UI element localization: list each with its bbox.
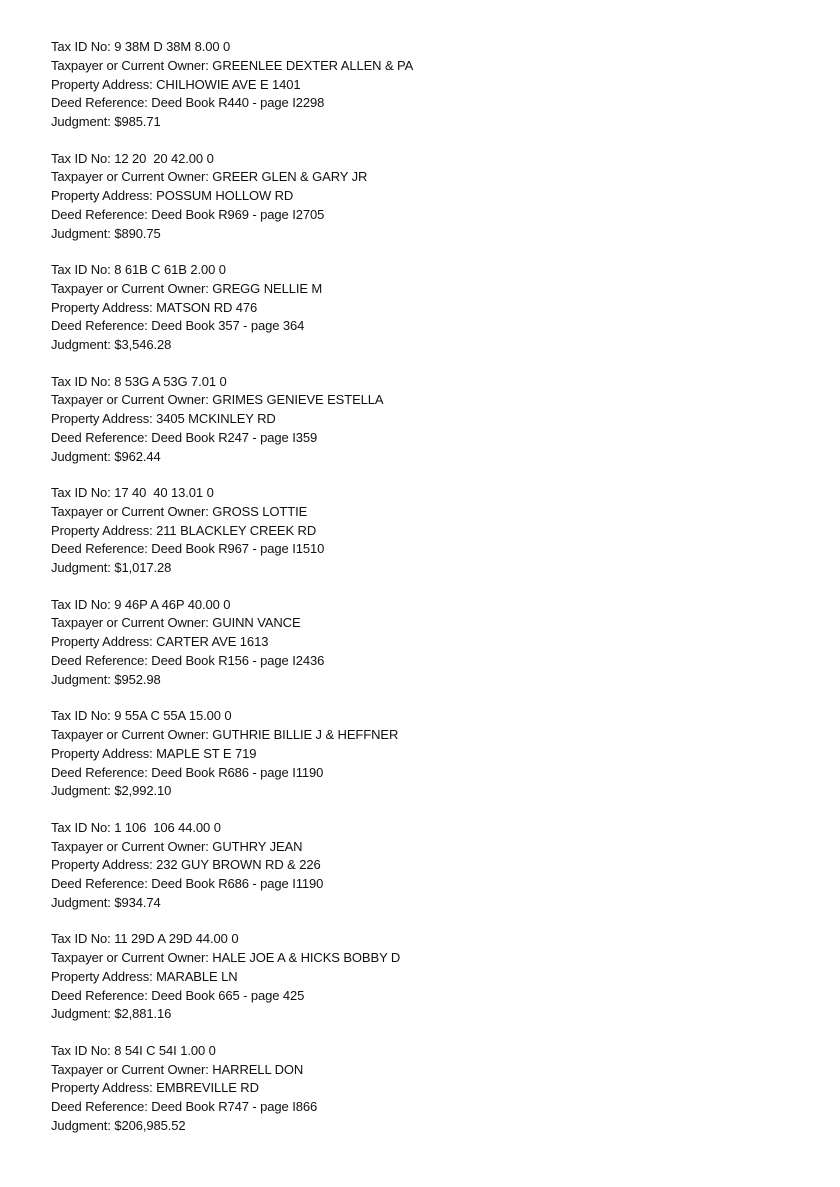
- tax-record: [51, 38, 811, 132]
- tax-id-line: Tax ID No: 9 38M D 38M 8.00 0: [51, 39, 231, 54]
- judgment-line: Judgment: $1,017.28: [51, 560, 172, 576]
- deed-reference-line: Deed Reference: Deed Book 357 - page 364: [51, 318, 305, 334]
- tax-record: [51, 930, 811, 1024]
- deed-reference-line: Deed Reference: Deed Book R747 - page I866: [51, 1099, 318, 1115]
- judgment-line: Judgment: $890.75: [51, 225, 161, 241]
- judgment-line: Judgment: $3,546.28: [51, 337, 172, 353]
- tax-record: [51, 261, 811, 355]
- judgment-line: Judgment: $2,881.16: [51, 1006, 172, 1022]
- judgment-line: Judgment: $985.71: [51, 114, 161, 129]
- tax-id-line: Tax ID No: 8 53G A 53G 7.01 0: [51, 373, 227, 389]
- judgment-line: Judgment: $962.44: [51, 448, 161, 464]
- owner-line: Taxpayer or Current Owner: HALE JOE A & HICKS BOBBY D: [51, 950, 401, 966]
- owner-line: Taxpayer or Current Owner: GRIMES GENIEVE ESTELLA: [51, 392, 384, 408]
- tax-id-line: Tax ID No: 17 40 40 13.01 0: [51, 485, 214, 501]
- owner-line: Taxpayer or Current Owner: GUTHRIE BILLIE J & HEFFNER: [51, 727, 399, 743]
- tax-record: [51, 373, 811, 467]
- tax-id-line: Tax ID No: 12 20 20 42.00 0: [51, 150, 214, 166]
- deed-reference-line: Deed Reference: Deed Book R686 - page I1190: [51, 876, 324, 892]
- deed-reference-line: Deed Reference: Deed Book R967 - page I1510: [51, 541, 325, 557]
- property-address-line: Property Address: MARABLE LN: [51, 968, 238, 984]
- deed-reference-line: Deed Reference: Deed Book R440 - page I2298: [51, 95, 325, 111]
- deed-reference-line: Deed Reference: Deed Book R686 - page I1190: [51, 764, 324, 780]
- tax-id-line: Tax ID No: 11 29D A 29D 44.00 0: [51, 931, 239, 947]
- tax-record: [51, 1042, 811, 1136]
- property-address-line: Property Address: 232 GUY BROWN RD & 226: [51, 857, 321, 873]
- property-address-line: Property Address: MAPLE ST E 719: [51, 745, 257, 761]
- tax-record: [51, 150, 811, 244]
- tax-id-line: Tax ID No: 8 54I C 54I 1.00 0: [51, 1042, 216, 1058]
- tax-id-line: Tax ID No: 8 61B C 61B 2.00 0: [51, 262, 226, 278]
- owner-line: Taxpayer or Current Owner: GUTHRY JEAN: [51, 838, 303, 854]
- tax-record: [51, 484, 811, 578]
- owner-line: Taxpayer or Current Owner: GUINN VANCE: [51, 615, 301, 631]
- deed-reference-line: Deed Reference: Deed Book R969 - page I2705: [51, 206, 325, 222]
- tax-record: [51, 819, 811, 913]
- judgment-line: Judgment: $206,985.52: [51, 1117, 186, 1133]
- deed-reference-line: Deed Reference: Deed Book R156 - page I2436: [51, 652, 325, 668]
- property-address-line: Property Address: 3405 MCKINLEY RD: [51, 411, 276, 427]
- owner-line: Taxpayer or Current Owner: GREENLEE DEXTER ALLEN & PA: [51, 57, 414, 73]
- tax-record: [51, 596, 811, 690]
- judgment-line: Judgment: $2,992.10: [51, 783, 172, 799]
- owner-line: Taxpayer or Current Owner: GREGG NELLIE M: [51, 280, 323, 296]
- judgment-line: Judgment: $952.98: [51, 671, 161, 687]
- deed-reference-line: Deed Reference: Deed Book 665 - page 425: [51, 987, 305, 1003]
- property-address-line: Property Address: 211 BLACKLEY CREEK RD: [51, 522, 317, 538]
- owner-line: Taxpayer or Current Owner: GROSS LOTTIE: [51, 503, 308, 519]
- document-page: [51, 38, 811, 1153]
- tax-id-line: Tax ID No: 9 46P A 46P 40.00 0: [51, 596, 231, 612]
- property-address-line: Property Address: MATSON RD 476: [51, 299, 258, 315]
- property-address-line: Property Address: CHILHOWIE AVE E 1401: [51, 76, 301, 92]
- deed-reference-line: Deed Reference: Deed Book R247 - page I359: [51, 429, 318, 445]
- tax-id-line: Tax ID No: 9 55A C 55A 15.00 0: [51, 708, 232, 724]
- property-address-line: Property Address: EMBREVILLE RD: [51, 1080, 259, 1096]
- tax-id-line: Tax ID No: 1 106 106 44.00 0: [51, 819, 221, 835]
- owner-line: Taxpayer or Current Owner: HARRELL DON: [51, 1061, 304, 1077]
- tax-record: [51, 707, 811, 801]
- property-address-line: Property Address: CARTER AVE 1613: [51, 634, 269, 650]
- property-address-line: Property Address: POSSUM HOLLOW RD: [51, 188, 294, 204]
- owner-line: Taxpayer or Current Owner: GREER GLEN & GARY JR: [51, 169, 368, 185]
- judgment-line: Judgment: $934.74: [51, 894, 161, 910]
